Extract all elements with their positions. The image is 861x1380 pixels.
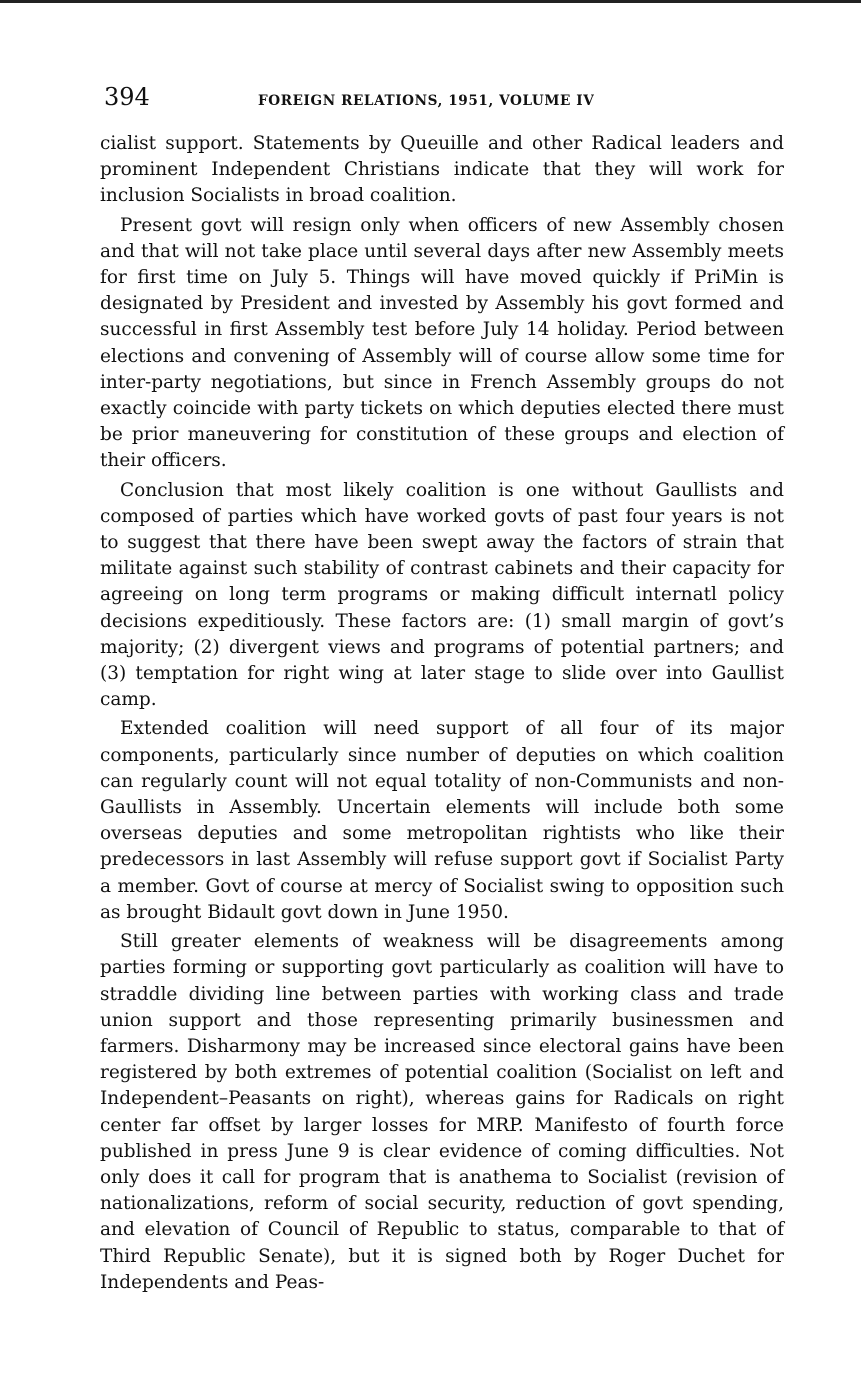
paragraph-5: Still greater elements of weakness will be disagreements among parties forming or supporting govt particularly as coalition will have to straddle dividing line between parties with working class and trade union support and those representing primarily businessmen and farmers. Disharmony may be increased since electoral gains have been registered by both extremes of potential coalition (Socialist on left and Independent–Peasants on right), whereas gains for Radicals on right center far offset by larger losses for MRP. Manifesto of fourth force published in press June 9 is clear evidence of coming difficulties. Not only does it call for program that is anathema to Socialist (revision of nationalizations, reform of social security, reduction of govt spending, and elevation of Council of Republic to status, comparable to that of Third Republic Senate), but it is signed both by Roger Duchet for Independents and Peas-: [100, 931, 784, 1293]
page-header: [104, 83, 784, 117]
page-number: 394: [104, 83, 150, 111]
paragraph-1: cialist support. Statements by Queuille and other Radical leaders and prominent Independent Christians indicate that they will work for inclusion Socialists in broad coalition.: [100, 133, 784, 207]
paragraph-3: Conclusion that most likely coalition is one without Gaullists and composed of parties which have worked govts of past four years is not to suggest that there have been swept away the factors of strain that militate against such stability of contrast cabinets and their capacity for agreeing on long term programs or making difficult internatl policy decisions expeditiously. These factors are: (1) small margin of govt’s majority; (2) divergent views and programs of potential partners; and (3) temptation for right wing at later stage to slide over into Gaullist camp.: [100, 479, 784, 711]
paragraph-2: Present govt will resign only when officers of new Assembly chosen and that will not take place until several days after new Assembly meets for first time on July 5. Things will have moved quickly if PriMin is designated by President and invested by Assembly his govt formed and successful in first Assembly test before July 14 holiday. Period between elections and convening of Assembly will of course allow some time for inter-party negotiations, but since in French Assembly groups do not exactly coincide with party tickets on which deputies elected there must be prior maneuvering for constitution of these groups and election of their officers.: [100, 214, 784, 472]
body-text: [100, 131, 784, 1299]
running-title: FOREIGN RELATIONS, 1951, VOLUME IV: [258, 93, 595, 109]
paragraph-4: Extended coalition will need support of all four of its major components, particularly since number of deputies on which coalition can regularly count will not equal totality of non-Communists and non-Gaullists in Assembly. Uncertain elements will include both some overseas deputies and some metropolitan rightists who like their predecessors in last Assembly will refuse support govt if Socialist Party a member. Govt of course at mercy of Socialist swing to opposition such as brought Bidault govt down in June 1950.: [100, 718, 784, 923]
